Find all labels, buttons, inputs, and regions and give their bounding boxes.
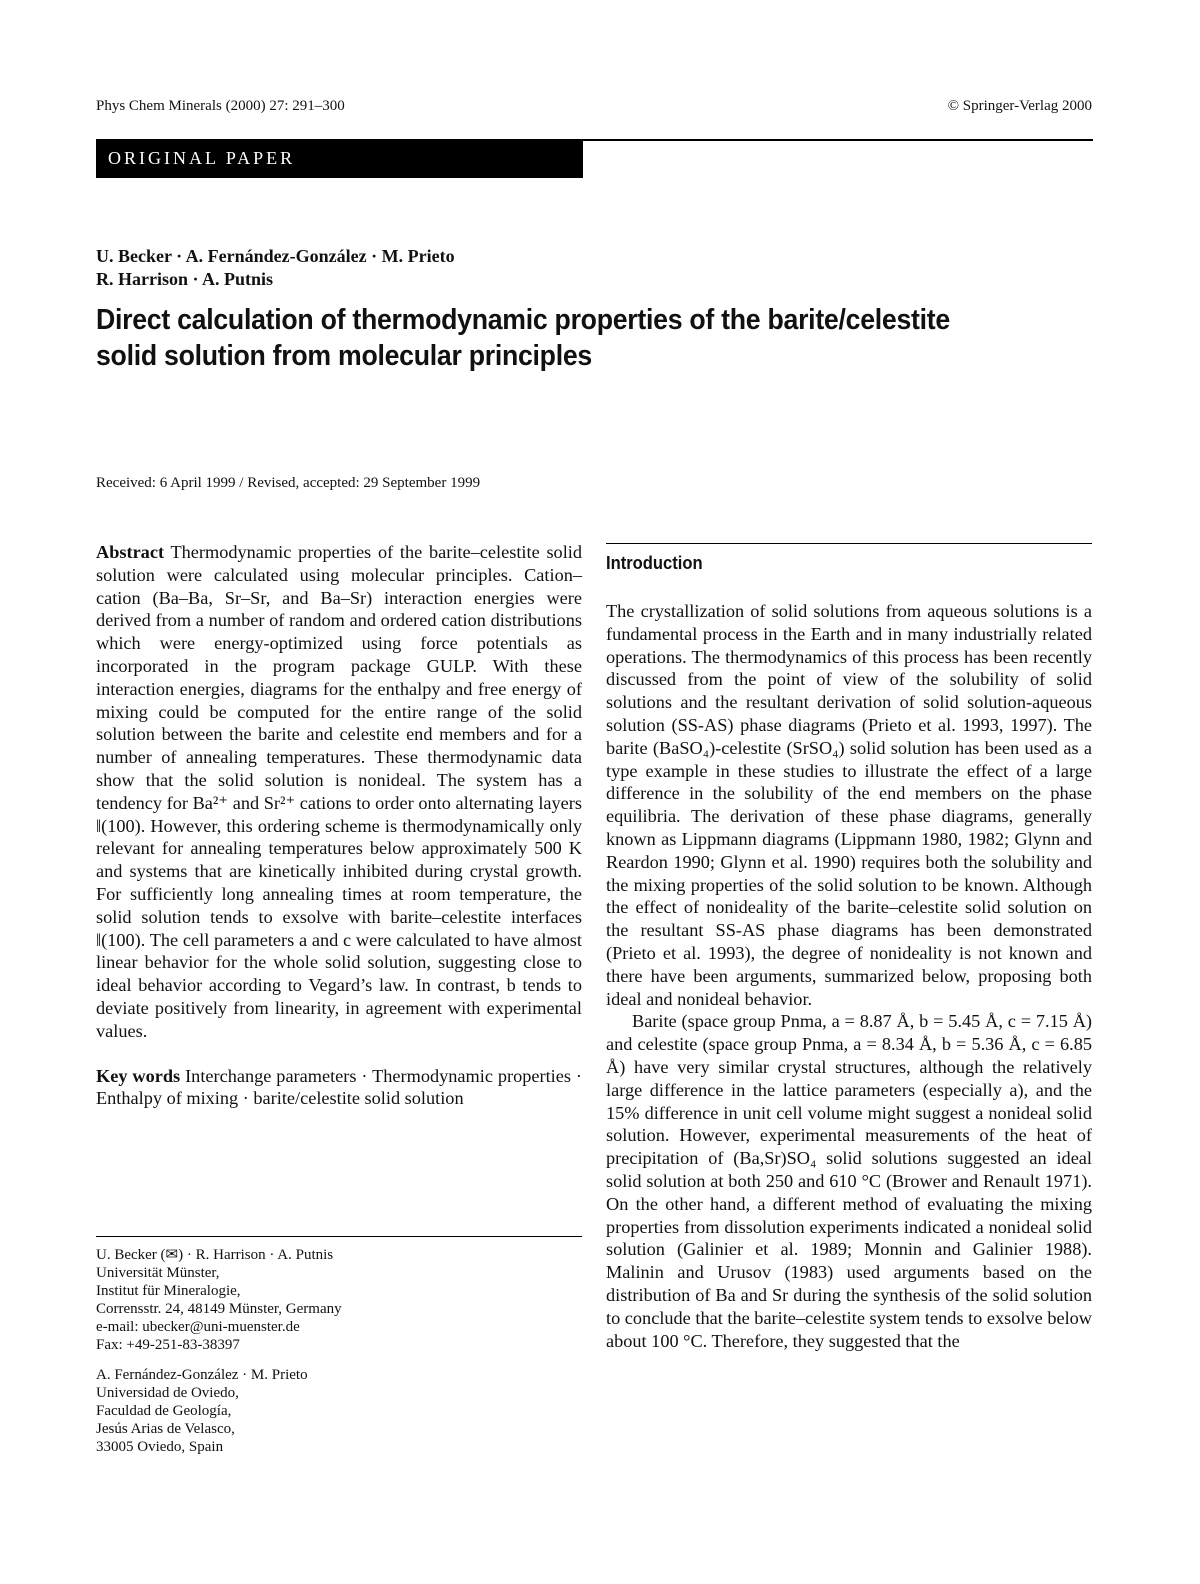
affiliation-oviedo <box>96 1366 308 1456</box>
affiliation-line: Jesús Arias de Velasco, <box>96 1421 235 1437</box>
affiliation-line: 33005 Oviedo, Spain <box>96 1439 224 1455</box>
abstract-label: Abstract <box>96 542 165 562</box>
affiliation-line: Universidad de Oviedo, <box>96 1385 239 1401</box>
introduction-paragraph-1: The crystallization of solid solutions from aqueous solutions is a fundamental process in the Earth and in many industrially related operations. The thermodynamics of this process has been recently discussed from the point of view of the solubility of solid solutions and the resultant derivation of solid solution-aqueous solution (SS-AS) phase diagrams (Prieto et al. 1993, 1997). The barite (BaSO₄)-celestite (SrSO₄) solid solution has been used as a type example in these studies to illustrate the effect of a large difference in the solubility of the end members on the phase equilibria. The derivation of these phase diagrams, generally known as Lippmann diagrams (Lippmann 1980, 1982; Glynn and Reardon 1990; Glynn et al. 1990) requires both the solubility and the mixing properties of the solid solution to be known. Although the effect of nonideality of the barite–celestite solid solution on the resultant SS-AS phase diagrams has been demonstrated (Prieto et al. 1993), the degree of nonideality is not known and there have been arguments, summarized below, proposing both ideal and nonideal behavior. <box>606 601 1092 1009</box>
title-line-1: Direct calculation of thermodynamic properties of the barite/celestite <box>96 304 950 336</box>
received-dates: Received: 6 April 1999 / Revised, accepted: 29 September 1999 <box>96 475 481 491</box>
affiliation-line: Institut für Mineralogie, <box>96 1283 241 1299</box>
affiliation-line: A. Fernández-González · M. Prieto <box>96 1367 308 1383</box>
keywords-text: Interchange parameters · Thermodynamic properties · Enthalpy of mixing · barite/celestite solid solution <box>96 1065 582 1109</box>
section-rule <box>606 543 1092 544</box>
affiliation-line: Corrensstr. 24, 48149 Münster, Germany <box>96 1301 342 1317</box>
paper-title <box>96 302 1025 374</box>
introduction-paragraph-2: Barite (space group Pnma, a = 8.87 Å, b = 5.45 Å, c = 7.15 Å) and celestite (space group Pnma, a = 8.34 Å, b = 5.36 Å, c = 6.85 Å) have very similar crystal structures, although the relatively large difference in the lattice parameters (especially a), and the 15% difference in unit cell volume might suggest a nonideal solid solution. However, experimental measurements of the heat of precipitation of (Ba,Sr)SO₄ solid solutions suggested an ideal solid solution at both 250 and 610 °C (Brower and Renault 1971). On the other hand, a different method of evaluating the mixing properties from dissolution experiments indicated a nonideal solid solution (Galinier et al. 1989; Monnin and Galinier 1988). Malinin and Urusov (1983) used arguments based on the distribution of Ba and Sr during the synthesis of the solid solution to conclude that the barite–celestite system tends to exsolve below about 100 °C. Therefore, they suggested that the <box>606 1011 1092 1351</box>
abstract-text: Thermodynamic properties of the barite–celestite solid solution were calculated using molecular principles. Cation–cation (Ba–Ba, Sr–Sr, and Ba–Sr) interaction energies were derived from a number of random and ordered cation distributions which were energy-optimized using force potentials as incorporated in the program package GULP. With these interaction energies, diagrams for the enthalpy and free energy of mixing could be computed for the entire range of the solid solution between the barite and celestite end members and for a number of annealing temperatures. These thermodynamic data show that the solid solution is nonideal. The system has a tendency for Ba²⁺ and Sr²⁺ cations to order onto alternating layers ‖(100). However, this ordering scheme is thermodynamically only relevant for annealing temperatures below approximately 500 K and systems that are kinetically inhibited during crystal growth. For sufficiently long annealing times at room temperature, the solid solution tends to exsolve with barite–celestite interfaces ‖(100). The cell parameters a and c were calculated to have almost linear behavior for the whole solid solution, suggesting close to ideal behavior according to Vegard’s law. In contrast, b tends to deviate positively from linearity, in agreement with experimental values. <box>96 542 583 1041</box>
section-label: ORIGINAL PAPER <box>96 139 583 178</box>
journal-citation: Phys Chem Minerals (2000) 27: 291–300 <box>96 98 345 114</box>
introduction-heading: Introduction <box>606 553 703 573</box>
affiliation-email: e-mail: ubecker@uni-muenster.de <box>96 1319 300 1335</box>
keywords <box>96 1065 582 1111</box>
affiliation-line: U. Becker (✉) · R. Harrison · A. Putnis <box>96 1247 334 1263</box>
abstract <box>96 541 582 1043</box>
affiliation-line: Faculdad de Geología, <box>96 1403 232 1419</box>
introduction-column <box>606 600 1092 1352</box>
copyright-notice: © Springer-Verlag 2000 <box>947 98 1092 114</box>
affiliation-muenster <box>96 1246 342 1354</box>
affiliation-fax: Fax: +49-251-83-38397 <box>96 1337 240 1353</box>
author-list <box>96 245 455 291</box>
header-rule <box>583 139 1093 141</box>
title-line-2: solid solution from molecular principles <box>96 340 592 372</box>
author-line-1: U. Becker · A. Fernández-González · M. Prieto <box>96 246 455 266</box>
keywords-label: Key words <box>96 1065 181 1086</box>
footnote-rule <box>96 1236 582 1237</box>
abstract-column <box>96 541 582 1110</box>
author-line-2: R. Harrison · A. Putnis <box>96 269 274 289</box>
affiliation-line: Universität Münster, <box>96 1265 220 1281</box>
